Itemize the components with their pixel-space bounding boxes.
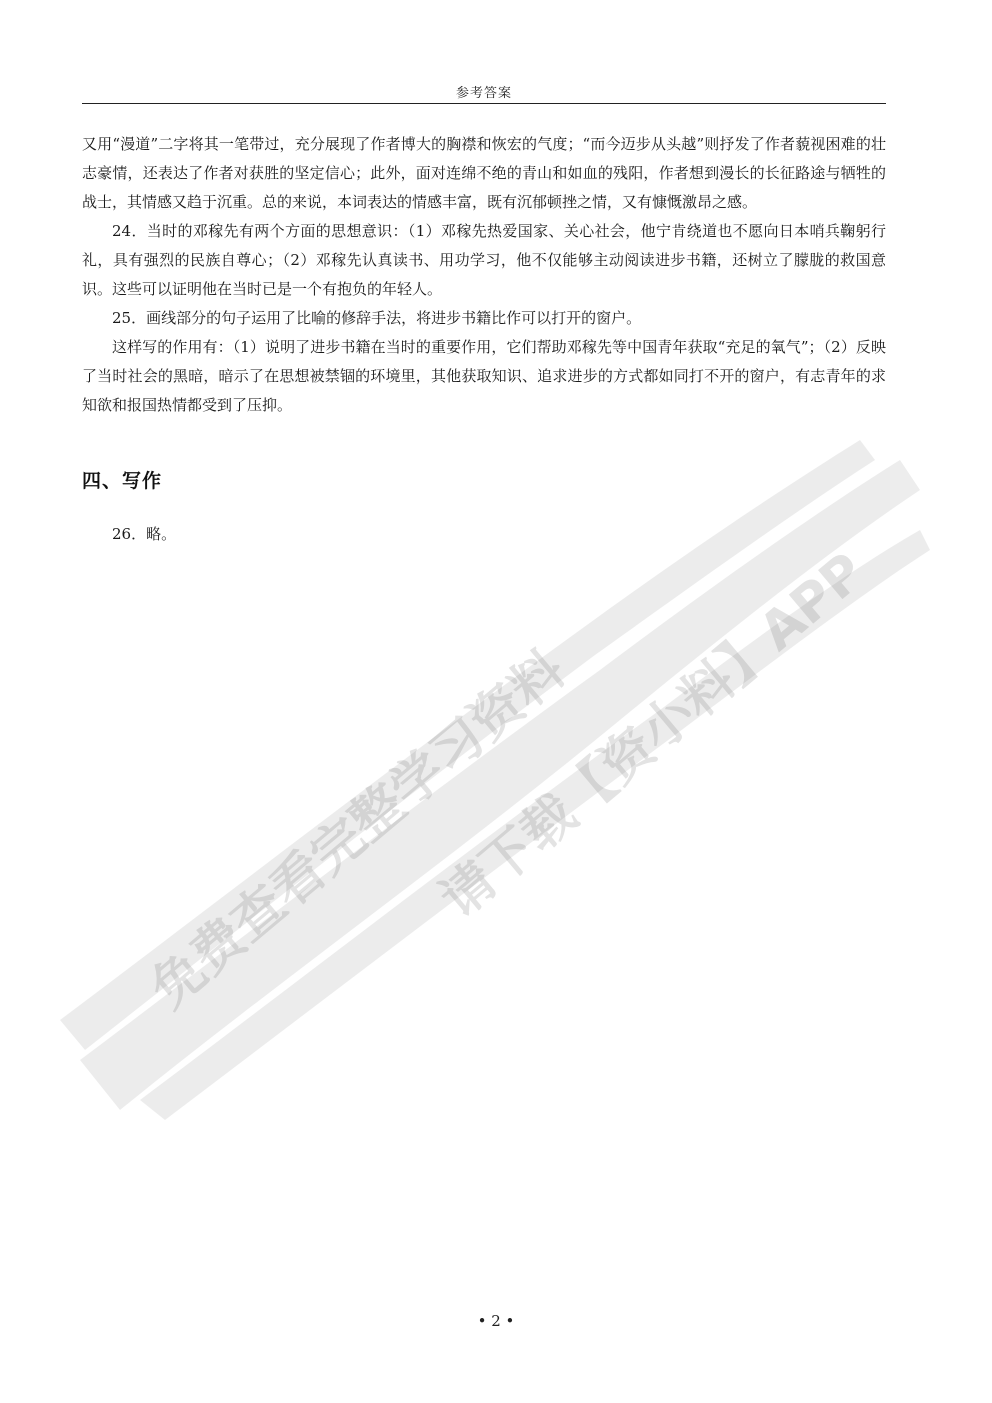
watermark-line-1: 免费查看完整学习资料 — [139, 639, 577, 1020]
paragraph-answer-25: 25．画线部分的句子运用了比喻的修辞手法，将进步书籍比作可以打开的窗户。 — [112, 309, 642, 327]
header-divider — [82, 103, 886, 104]
paragraph-answer-24: 24．当时的邓稼先有两个方面的思想意识：（1）邓稼先热爱国家、关心社会，他宁肯绕道也不愿向日本哨兵鞠躬行礼，具有强烈的民族自尊心；（2）邓稼先认真读书、用功学习，他不仅能够主动阅读进步书籍，还树立了朦胧的救国意识。这些可以证明他在当时已是一个有抱负的年轻人。 — [82, 222, 886, 298]
paragraph-answer-26: 26．略。 — [112, 525, 177, 543]
paragraph-continuation: 又用“漫道”二字将其一笔带过，充分展现了作者博大的胸襟和恢宏的气度；“而今迈步从头越”则抒发了作者藐视困难的壮志豪情，还表达了作者对获胜的坚定信心；此外，面对连绵不绝的青山和如血的残阳，作者想到漫长的长征路途与牺牲的战士，其情感又趋于沉重。总的来说，本词表达的情感丰富，既有沉郁顿挫之情，又有慷慨激昂之感。 — [82, 135, 886, 211]
answer-content — [82, 130, 886, 420]
watermark-line-2: 请下载【资小料】APP — [429, 541, 877, 930]
page-number: • 2 • — [477, 1312, 515, 1330]
paragraph-answer-25-effect: 这样写的作用有：（1）说明了进步书籍在当时的重要作用，它们帮助邓稼先等中国青年获取“充足的氧气”；（2）反映了当时社会的黑暗，暗示了在思想被禁锢的环境里，其他获取知识、追求进步的方式都如同打不开的窗户，有志青年的求知欲和报国热情都受到了压抑。 — [82, 338, 886, 414]
page-header-title: 参考答案 — [455, 86, 512, 101]
section-heading-writing: 四、写作 — [82, 470, 163, 492]
